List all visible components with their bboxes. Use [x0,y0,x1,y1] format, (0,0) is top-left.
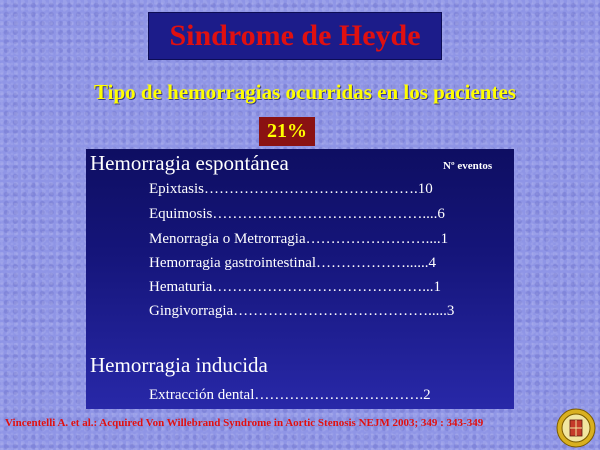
slide-subtitle: Tipo de hemorragias ocurridas en los pacientes [94,80,516,104]
spontaneous-heading: Hemorragia espontánea [90,151,289,175]
events-column-label: Nº eventos [443,160,493,172]
list-item: Gingivorragia………………………………….....3 [149,303,455,319]
list-item: Epixtasis…………………………………….10 [149,181,433,197]
list-item: Hemorragia gastrointestinal………………......4 [149,255,437,271]
hemorrhage-panel [86,149,514,409]
title-box [148,12,442,60]
list-item: Equimosis……………………………………....6 [149,206,445,222]
citation-footer: Vincentelli A. et al.: Acquired Von Willebrand Syndrome in Aortic Stenosis NEJM 2003; 349 : 343-349 [5,417,484,429]
slide-title: Sindrome de Heyde [169,19,421,52]
list-item: Hematuria……………………………………...1 [149,279,442,295]
university-seal-icon [556,408,596,448]
percentage-badge [259,117,315,146]
list-item: Menorragia o Metrorragia……………………....1 [149,231,449,247]
induced-heading: Hemorragia inducida [90,353,268,377]
list-item: Extracción dental…………………………….2 [149,387,431,403]
percentage-value: 21% [267,120,307,142]
